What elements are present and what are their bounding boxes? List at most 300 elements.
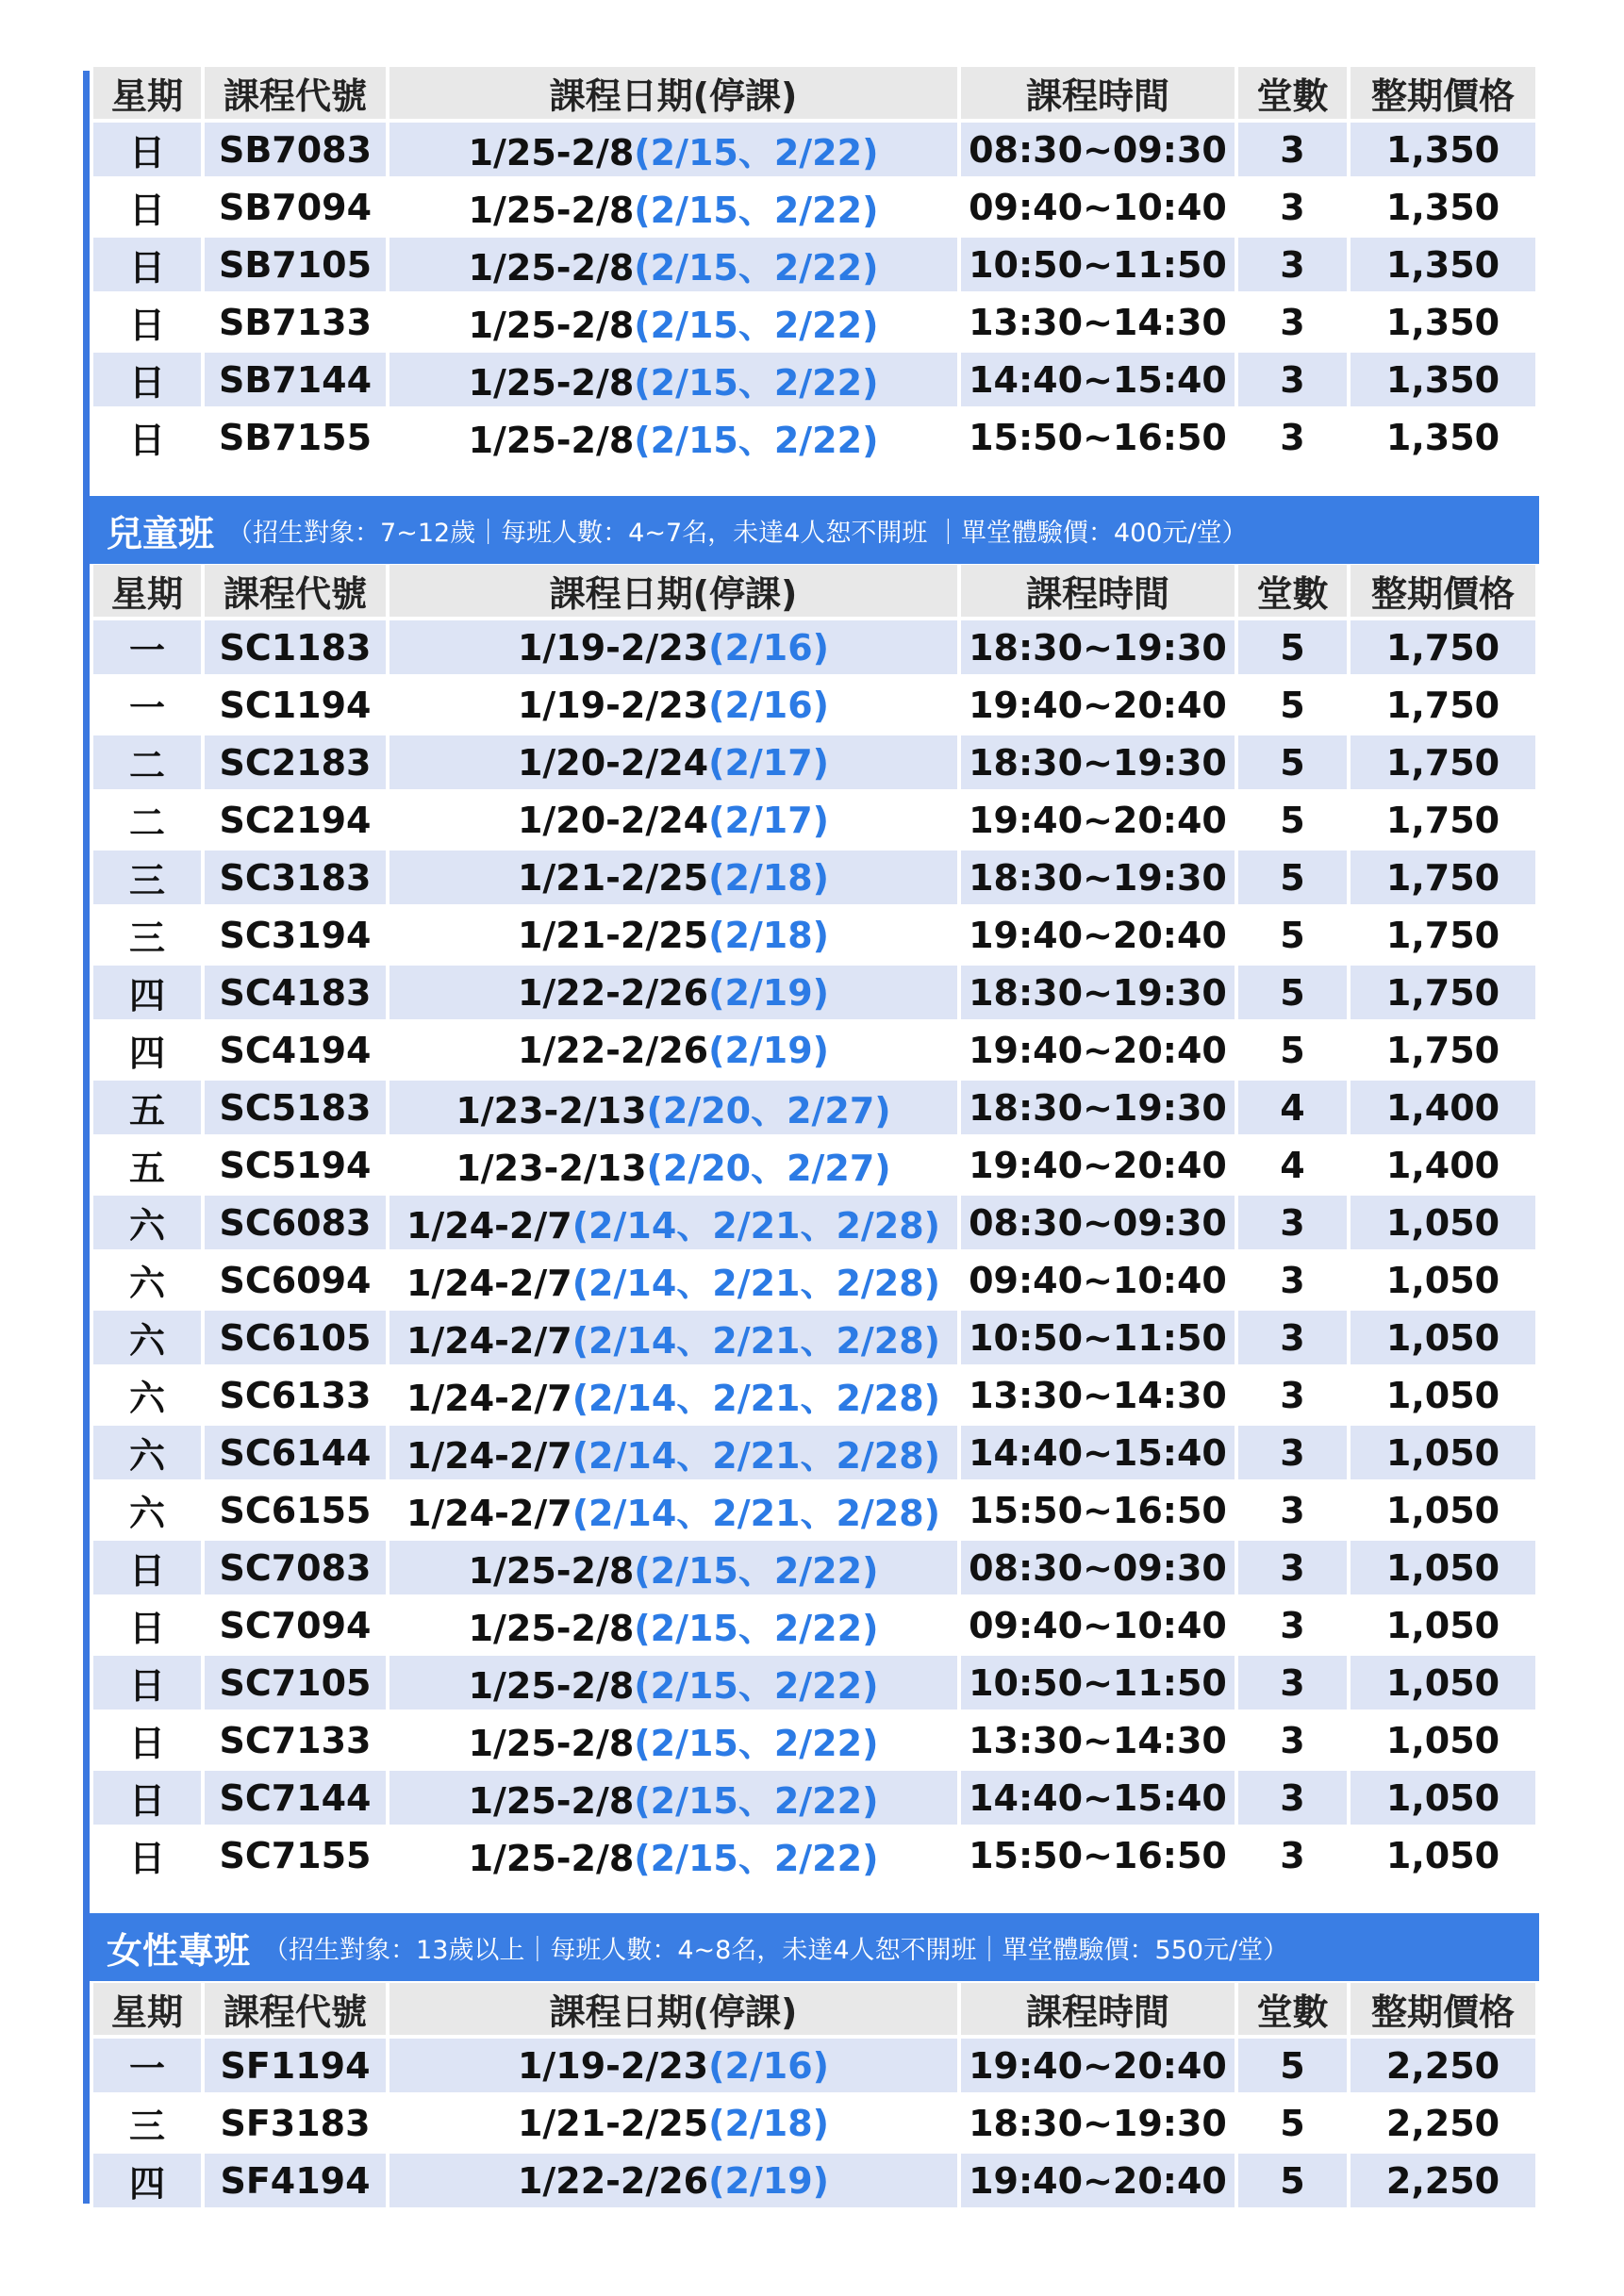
day-cell: 日 xyxy=(93,353,201,406)
day-cell: 六 xyxy=(93,1311,201,1364)
course-code-cell: SB7144 xyxy=(205,353,386,406)
date-range: 1/25-2/8 xyxy=(468,362,635,404)
course-code-cell: SB7083 xyxy=(205,123,386,176)
suspended-dates: (2/15、2/22) xyxy=(634,1550,879,1592)
course-dates-cell xyxy=(389,620,957,674)
course-dates-cell xyxy=(389,851,957,904)
table-row xyxy=(93,180,1535,234)
price-cell: 2,250 xyxy=(1351,2096,1535,2150)
time-cell: 15:50~16:50 xyxy=(961,410,1235,464)
session-count-cell: 3 xyxy=(1238,1368,1347,1422)
price-cell: 1,750 xyxy=(1351,908,1535,962)
table-row xyxy=(93,1311,1535,1364)
date-range: 1/23-2/13 xyxy=(456,1090,647,1131)
price-cell: 1,050 xyxy=(1351,1311,1535,1364)
course-code-cell: SC3194 xyxy=(205,908,386,962)
day-cell: 三 xyxy=(93,908,201,962)
date-range: 1/19-2/23 xyxy=(517,2044,709,2087)
course-dates-cell xyxy=(389,678,957,732)
session-count-cell: 5 xyxy=(1238,2096,1347,2150)
course-code-cell: SC2183 xyxy=(205,735,386,789)
suspended-dates: (2/14、2/21、2/28) xyxy=(572,1493,941,1534)
section-header-children xyxy=(90,496,1539,564)
course-dates-cell xyxy=(389,1656,957,1710)
date-range: 1/22-2/26 xyxy=(517,2159,709,2202)
date-range: 1/25-2/8 xyxy=(468,247,635,289)
time-cell: 09:40~10:40 xyxy=(961,1598,1235,1652)
price-cell: 1,050 xyxy=(1351,1426,1535,1479)
day-cell: 六 xyxy=(93,1368,201,1422)
course-code-cell: SB7133 xyxy=(205,295,386,349)
table-header-row xyxy=(93,565,1535,617)
date-range: 1/20-2/24 xyxy=(517,741,709,784)
day-cell: 六 xyxy=(93,1196,201,1249)
session-count-cell: 5 xyxy=(1238,620,1347,674)
time-cell: 18:30~19:30 xyxy=(961,620,1235,674)
table-row xyxy=(93,1426,1535,1479)
col-count-header: 堂數 xyxy=(1238,1983,1347,2035)
time-cell: 18:30~19:30 xyxy=(961,735,1235,789)
course-code-cell: SC6144 xyxy=(205,1426,386,1479)
date-range: 1/25-2/8 xyxy=(468,1665,635,1707)
suspended-dates: (2/15、2/22) xyxy=(634,305,879,346)
schedule-table xyxy=(90,1979,1539,2211)
time-cell: 19:40~20:40 xyxy=(961,2154,1235,2207)
day-cell: 日 xyxy=(93,123,201,176)
session-count-cell: 5 xyxy=(1238,966,1347,1019)
price-cell: 1,350 xyxy=(1351,180,1535,234)
suspended-dates: (2/19) xyxy=(708,1029,830,1071)
suspended-dates: (2/17) xyxy=(708,799,830,841)
table-row xyxy=(93,1598,1535,1652)
time-cell: 14:40~15:40 xyxy=(961,1426,1235,1479)
schedule-table xyxy=(90,63,1539,468)
price-cell: 1,050 xyxy=(1351,1541,1535,1594)
table-body xyxy=(93,620,1535,1882)
course-dates-cell xyxy=(389,1713,957,1767)
table-row xyxy=(93,1771,1535,1825)
time-cell: 09:40~10:40 xyxy=(961,180,1235,234)
session-count-cell: 3 xyxy=(1238,1828,1347,1882)
table-row xyxy=(93,1483,1535,1537)
session-count-cell: 3 xyxy=(1238,1311,1347,1364)
table-row xyxy=(93,966,1535,1019)
date-range: 1/25-2/8 xyxy=(468,1550,635,1592)
course-code-cell: SC7155 xyxy=(205,1828,386,1882)
price-cell: 1,050 xyxy=(1351,1253,1535,1307)
col-count-header: 堂數 xyxy=(1238,565,1347,617)
course-dates-cell xyxy=(389,1023,957,1077)
suspended-dates: (2/20、2/27) xyxy=(646,1090,891,1131)
table-row xyxy=(93,1656,1535,1710)
suspended-dates: (2/17) xyxy=(708,741,830,784)
session-count-cell: 3 xyxy=(1238,1483,1347,1537)
time-cell: 19:40~20:40 xyxy=(961,678,1235,732)
time-cell: 19:40~20:40 xyxy=(961,1138,1235,1192)
course-dates-cell xyxy=(389,180,957,234)
session-count-cell: 3 xyxy=(1238,1598,1347,1652)
course-code-cell: SC7094 xyxy=(205,1598,386,1652)
table-row xyxy=(93,851,1535,904)
session-count-cell: 5 xyxy=(1238,851,1347,904)
section-women xyxy=(90,1979,1539,2211)
section-title: 兒童班 xyxy=(107,512,215,554)
table-header-row xyxy=(93,1983,1535,2035)
course-dates-cell xyxy=(389,1828,957,1882)
suspended-dates: (2/16) xyxy=(708,684,830,726)
price-cell: 1,050 xyxy=(1351,1598,1535,1652)
date-range: 1/24-2/7 xyxy=(406,1205,572,1247)
suspended-dates: (2/15、2/22) xyxy=(634,190,879,231)
date-range: 1/24-2/7 xyxy=(406,1263,572,1304)
course-code-cell: SC7144 xyxy=(205,1771,386,1825)
course-dates-cell xyxy=(389,1483,957,1537)
suspended-dates: (2/20、2/27) xyxy=(646,1148,891,1189)
date-range: 1/25-2/8 xyxy=(468,1780,635,1822)
price-cell: 2,250 xyxy=(1351,2039,1535,2092)
session-count-cell: 5 xyxy=(1238,1023,1347,1077)
course-dates-cell xyxy=(389,966,957,1019)
col-code-header: 課程代號 xyxy=(205,1983,386,2035)
time-cell: 18:30~19:30 xyxy=(961,2096,1235,2150)
day-cell: 六 xyxy=(93,1426,201,1479)
course-dates-cell xyxy=(389,410,957,464)
price-cell: 1,750 xyxy=(1351,851,1535,904)
session-count-cell: 5 xyxy=(1238,678,1347,732)
date-range: 1/22-2/26 xyxy=(517,1029,709,1071)
col-price-header: 整期價格 xyxy=(1351,1983,1535,2035)
suspended-dates: (2/14、2/21、2/28) xyxy=(572,1205,941,1247)
date-range: 1/21-2/25 xyxy=(517,856,709,899)
session-count-cell: 5 xyxy=(1238,2154,1347,2207)
price-cell: 1,750 xyxy=(1351,793,1535,847)
time-cell: 19:40~20:40 xyxy=(961,1023,1235,1077)
day-cell: 一 xyxy=(93,678,201,732)
course-code-cell: SF3183 xyxy=(205,2096,386,2150)
session-count-cell: 5 xyxy=(1238,908,1347,962)
course-code-cell: SC6083 xyxy=(205,1196,386,1249)
time-cell: 08:30~09:30 xyxy=(961,1541,1235,1594)
table-row xyxy=(93,1713,1535,1767)
time-cell: 13:30~14:30 xyxy=(961,1368,1235,1422)
time-cell: 08:30~09:30 xyxy=(961,1196,1235,1249)
col-time-header: 課程時間 xyxy=(961,1983,1235,2035)
course-code-cell: SF4194 xyxy=(205,2154,386,2207)
suspended-dates: (2/19) xyxy=(708,2159,830,2202)
course-code-cell: SC7105 xyxy=(205,1656,386,1710)
date-range: 1/21-2/25 xyxy=(517,914,709,956)
course-code-cell: SC6155 xyxy=(205,1483,386,1537)
course-dates-cell xyxy=(389,793,957,847)
table-row xyxy=(93,793,1535,847)
col-code-header: 課程代號 xyxy=(205,565,386,617)
day-cell: 一 xyxy=(93,620,201,674)
course-dates-cell xyxy=(389,1253,957,1307)
table-row xyxy=(93,1138,1535,1192)
day-cell: 日 xyxy=(93,410,201,464)
suspended-dates: (2/16) xyxy=(708,2044,830,2087)
suspended-dates: (2/15、2/22) xyxy=(634,1723,879,1764)
date-range: 1/25-2/8 xyxy=(468,420,635,461)
price-cell: 1,350 xyxy=(1351,295,1535,349)
day-cell: 五 xyxy=(93,1138,201,1192)
course-dates-cell xyxy=(389,2154,957,2207)
table-row xyxy=(93,1023,1535,1077)
price-cell: 1,750 xyxy=(1351,1023,1535,1077)
course-dates-cell xyxy=(389,1196,957,1249)
day-cell: 五 xyxy=(93,1081,201,1134)
price-cell: 2,250 xyxy=(1351,2154,1535,2207)
suspended-dates: (2/14、2/21、2/28) xyxy=(572,1263,941,1304)
course-code-cell: SC6133 xyxy=(205,1368,386,1422)
time-cell: 18:30~19:30 xyxy=(961,1081,1235,1134)
date-range: 1/25-2/8 xyxy=(468,305,635,346)
course-dates-cell xyxy=(389,1368,957,1422)
suspended-dates: (2/15、2/22) xyxy=(634,420,879,461)
table-row xyxy=(93,1196,1535,1249)
time-cell: 10:50~11:50 xyxy=(961,1311,1235,1364)
day-cell: 日 xyxy=(93,1713,201,1767)
suspended-dates: (2/18) xyxy=(708,856,830,899)
course-dates-cell xyxy=(389,2039,957,2092)
date-range: 1/24-2/7 xyxy=(406,1320,572,1362)
session-count-cell: 3 xyxy=(1238,1656,1347,1710)
suspended-dates: (2/18) xyxy=(708,2102,830,2144)
table-body xyxy=(93,2039,1535,2207)
course-code-cell: SC6105 xyxy=(205,1311,386,1364)
day-cell: 三 xyxy=(93,851,201,904)
suspended-dates: (2/14、2/21、2/28) xyxy=(572,1378,941,1419)
price-cell: 1,400 xyxy=(1351,1081,1535,1134)
session-count-cell: 4 xyxy=(1238,1081,1347,1134)
day-cell: 二 xyxy=(93,735,201,789)
time-cell: 10:50~11:50 xyxy=(961,238,1235,291)
course-code-cell: SF1194 xyxy=(205,2039,386,2092)
session-count-cell: 3 xyxy=(1238,410,1347,464)
suspended-dates: (2/16) xyxy=(708,626,830,669)
time-cell: 19:40~20:40 xyxy=(961,908,1235,962)
session-count-cell: 5 xyxy=(1238,793,1347,847)
day-cell: 一 xyxy=(93,2039,201,2092)
table-row xyxy=(93,2096,1535,2150)
col-count-header: 堂數 xyxy=(1238,67,1347,119)
schedule-table xyxy=(90,561,1539,1886)
time-cell: 18:30~19:30 xyxy=(961,851,1235,904)
day-cell: 二 xyxy=(93,793,201,847)
course-dates-cell xyxy=(389,1138,957,1192)
course-dates-cell xyxy=(389,908,957,962)
left-accent-bar xyxy=(83,71,90,2204)
session-count-cell: 4 xyxy=(1238,1138,1347,1192)
price-cell: 1,750 xyxy=(1351,966,1535,1019)
day-cell: 日 xyxy=(93,1771,201,1825)
time-cell: 18:30~19:30 xyxy=(961,966,1235,1019)
time-cell: 19:40~20:40 xyxy=(961,793,1235,847)
table-row xyxy=(93,1368,1535,1422)
course-code-cell: SC1183 xyxy=(205,620,386,674)
table-row xyxy=(93,735,1535,789)
session-count-cell: 3 xyxy=(1238,180,1347,234)
course-dates-cell xyxy=(389,2096,957,2150)
course-code-cell: SC4194 xyxy=(205,1023,386,1077)
table-row xyxy=(93,1081,1535,1134)
table-row xyxy=(93,295,1535,349)
time-cell: 10:50~11:50 xyxy=(961,1656,1235,1710)
course-dates-cell xyxy=(389,1771,957,1825)
table-row xyxy=(93,238,1535,291)
session-count-cell: 3 xyxy=(1238,1541,1347,1594)
date-range: 1/22-2/26 xyxy=(517,971,709,1014)
day-cell: 日 xyxy=(93,180,201,234)
date-range: 1/25-2/8 xyxy=(468,1838,635,1879)
suspended-dates: (2/15、2/22) xyxy=(634,1665,879,1707)
course-dates-cell xyxy=(389,123,957,176)
course-code-cell: SC4183 xyxy=(205,966,386,1019)
day-cell: 六 xyxy=(93,1483,201,1537)
course-code-cell: SC2194 xyxy=(205,793,386,847)
course-code-cell: SB7105 xyxy=(205,238,386,291)
course-code-cell: SC3183 xyxy=(205,851,386,904)
course-code-cell: SC5183 xyxy=(205,1081,386,1134)
course-dates-cell xyxy=(389,1081,957,1134)
table-row xyxy=(93,123,1535,176)
date-range: 1/25-2/8 xyxy=(468,132,635,173)
time-cell: 19:40~20:40 xyxy=(961,2039,1235,2092)
table-row xyxy=(93,353,1535,406)
col-code-header: 課程代號 xyxy=(205,67,386,119)
session-count-cell: 3 xyxy=(1238,295,1347,349)
price-cell: 1,750 xyxy=(1351,735,1535,789)
suspended-dates: (2/15、2/22) xyxy=(634,1838,879,1879)
suspended-dates: (2/15、2/22) xyxy=(634,362,879,404)
table-row xyxy=(93,678,1535,732)
session-count-cell: 3 xyxy=(1238,123,1347,176)
suspended-dates: (2/15、2/22) xyxy=(634,1608,879,1649)
session-count-cell: 3 xyxy=(1238,1196,1347,1249)
section-title: 女性專班 xyxy=(107,1929,251,1972)
session-count-cell: 5 xyxy=(1238,2039,1347,2092)
time-cell: 14:40~15:40 xyxy=(961,353,1235,406)
date-range: 1/20-2/24 xyxy=(517,799,709,841)
session-count-cell: 5 xyxy=(1238,735,1347,789)
course-dates-cell xyxy=(389,1541,957,1594)
price-cell: 1,400 xyxy=(1351,1138,1535,1192)
price-cell: 1,050 xyxy=(1351,1483,1535,1537)
course-dates-cell xyxy=(389,735,957,789)
day-cell: 日 xyxy=(93,1656,201,1710)
suspended-dates: (2/19) xyxy=(708,971,830,1014)
section-header-women xyxy=(90,1913,1539,1981)
price-cell: 1,050 xyxy=(1351,1656,1535,1710)
col-day-header: 星期 xyxy=(93,1983,201,2035)
time-cell: 14:40~15:40 xyxy=(961,1771,1235,1825)
suspended-dates: (2/18) xyxy=(708,914,830,956)
course-dates-cell xyxy=(389,1426,957,1479)
time-cell: 08:30~09:30 xyxy=(961,123,1235,176)
suspended-dates: (2/14、2/21、2/28) xyxy=(572,1320,941,1362)
section-adult-continued xyxy=(90,63,1539,468)
day-cell: 四 xyxy=(93,1023,201,1077)
date-range: 1/24-2/7 xyxy=(406,1435,572,1477)
price-cell: 1,050 xyxy=(1351,1196,1535,1249)
session-count-cell: 3 xyxy=(1238,1426,1347,1479)
price-cell: 1,750 xyxy=(1351,678,1535,732)
date-range: 1/21-2/25 xyxy=(517,2102,709,2144)
session-count-cell: 3 xyxy=(1238,1253,1347,1307)
session-count-cell: 3 xyxy=(1238,1771,1347,1825)
time-cell: 13:30~14:30 xyxy=(961,295,1235,349)
day-cell: 日 xyxy=(93,1828,201,1882)
price-cell: 1,050 xyxy=(1351,1828,1535,1882)
price-cell: 1,050 xyxy=(1351,1771,1535,1825)
day-cell: 四 xyxy=(93,2154,201,2207)
day-cell: 六 xyxy=(93,1253,201,1307)
date-range: 1/25-2/8 xyxy=(468,190,635,231)
col-time-header: 課程時間 xyxy=(961,565,1235,617)
col-dates-header: 課程日期(停課) xyxy=(389,1983,957,2035)
day-cell: 日 xyxy=(93,1541,201,1594)
price-cell: 1,350 xyxy=(1351,123,1535,176)
col-price-header: 整期價格 xyxy=(1351,67,1535,119)
time-cell: 15:50~16:50 xyxy=(961,1828,1235,1882)
course-code-cell: SB7094 xyxy=(205,180,386,234)
course-dates-cell xyxy=(389,353,957,406)
price-cell: 1,750 xyxy=(1351,620,1535,674)
suspended-dates: (2/15、2/22) xyxy=(634,132,879,173)
col-price-header: 整期價格 xyxy=(1351,565,1535,617)
table-row xyxy=(93,620,1535,674)
table-row xyxy=(93,1828,1535,1882)
time-cell: 13:30~14:30 xyxy=(961,1713,1235,1767)
session-count-cell: 3 xyxy=(1238,238,1347,291)
date-range: 1/24-2/7 xyxy=(406,1378,572,1419)
col-day-header: 星期 xyxy=(93,565,201,617)
suspended-dates: (2/15、2/22) xyxy=(634,247,879,289)
course-code-cell: SC1194 xyxy=(205,678,386,732)
price-cell: 1,350 xyxy=(1351,353,1535,406)
table-row xyxy=(93,1541,1535,1594)
course-dates-cell xyxy=(389,1311,957,1364)
section-note: （招生對象：13歲以上｜每班人數：4~8名，未達4人恕不開班｜單堂體驗價：550元/堂） xyxy=(263,1935,1289,1965)
course-dates-cell xyxy=(389,238,957,291)
date-range: 1/19-2/23 xyxy=(517,626,709,669)
course-code-cell: SB7155 xyxy=(205,410,386,464)
course-dates-cell xyxy=(389,1598,957,1652)
table-row xyxy=(93,1253,1535,1307)
day-cell: 日 xyxy=(93,1598,201,1652)
price-cell: 1,350 xyxy=(1351,410,1535,464)
time-cell: 09:40~10:40 xyxy=(961,1253,1235,1307)
date-range: 1/25-2/8 xyxy=(468,1608,635,1649)
day-cell: 四 xyxy=(93,966,201,1019)
session-count-cell: 3 xyxy=(1238,353,1347,406)
table-row xyxy=(93,2154,1535,2207)
session-count-cell: 3 xyxy=(1238,1713,1347,1767)
price-cell: 1,350 xyxy=(1351,238,1535,291)
section-note: （招生對象：7~12歲｜每班人數：4~7名，未達4人恕不開班 ｜單堂體驗價：400元/堂） xyxy=(227,518,1248,548)
day-cell: 三 xyxy=(93,2096,201,2150)
price-cell: 1,050 xyxy=(1351,1368,1535,1422)
course-code-cell: SC7133 xyxy=(205,1713,386,1767)
date-range: 1/19-2/23 xyxy=(517,684,709,726)
time-cell: 15:50~16:50 xyxy=(961,1483,1235,1537)
day-cell: 日 xyxy=(93,295,201,349)
course-dates-cell xyxy=(389,295,957,349)
table-row xyxy=(93,2039,1535,2092)
col-dates-header: 課程日期(停課) xyxy=(389,67,957,119)
course-code-cell: SC6094 xyxy=(205,1253,386,1307)
table-header-row xyxy=(93,67,1535,119)
